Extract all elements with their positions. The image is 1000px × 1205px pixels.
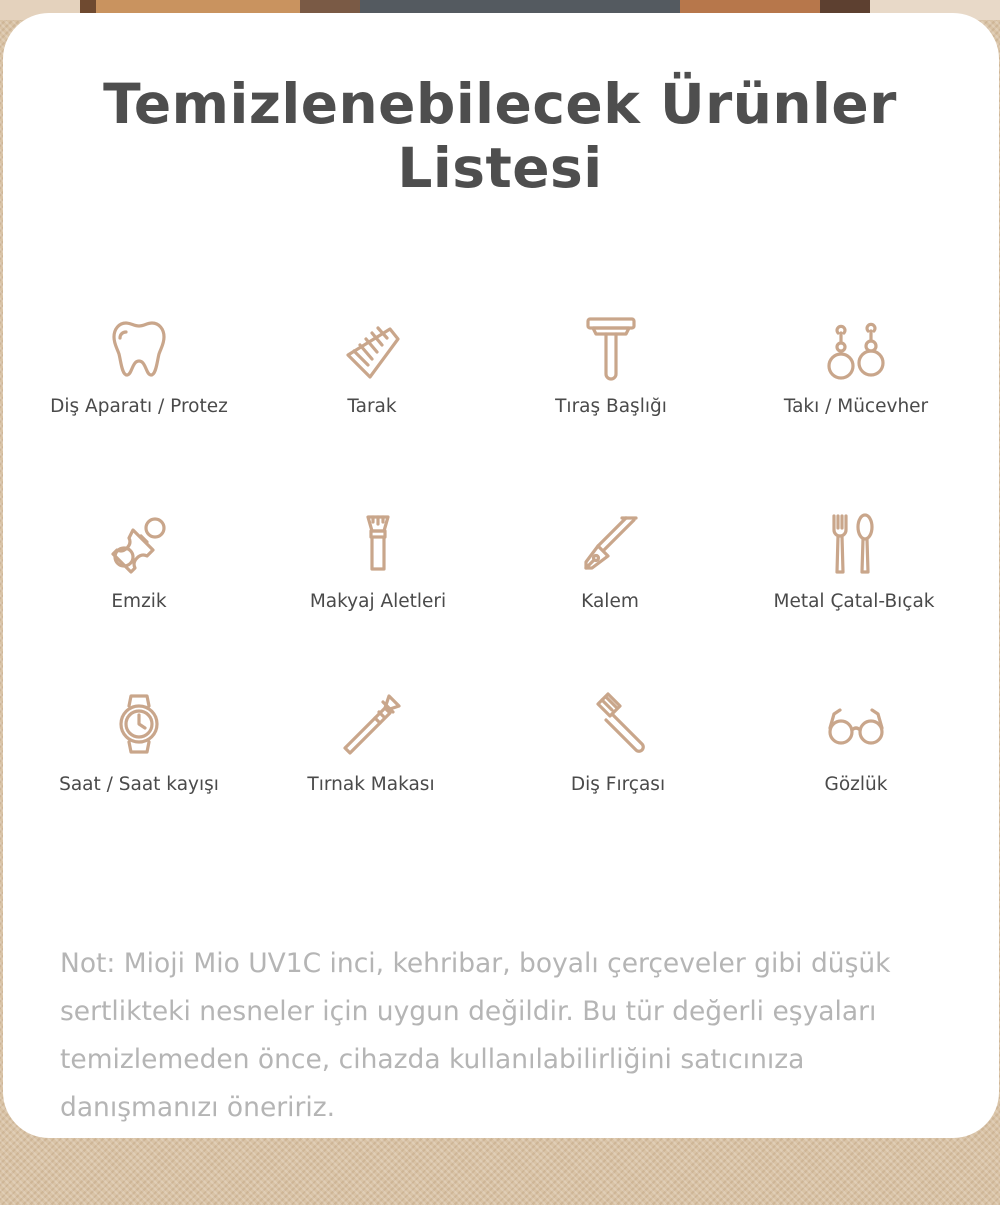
list-item-nail-clipper bbox=[251, 692, 491, 795]
wrench-icon bbox=[339, 692, 403, 756]
item-label: Tarak bbox=[347, 396, 397, 417]
list-item-makeup-tools bbox=[258, 512, 498, 612]
tooth-icon bbox=[107, 317, 171, 381]
list-item-dental-appliance bbox=[19, 317, 259, 417]
page-title: Temizlenebilecek Ürünler Listesi bbox=[103, 72, 897, 200]
item-label: Diş Fırçası bbox=[570, 774, 666, 795]
list-item-comb bbox=[252, 317, 492, 417]
item-label: Diş Aparatı / Protez bbox=[50, 396, 228, 417]
item-label: Gözlük bbox=[824, 774, 888, 795]
item-label: Emzik bbox=[111, 591, 167, 612]
list-item-razor-head bbox=[491, 317, 731, 417]
list-item-watch bbox=[19, 692, 259, 795]
watch-icon bbox=[107, 692, 171, 756]
list-item-toothbrush bbox=[498, 692, 738, 795]
disclaimer-note: Not: Mioji Mio UV1C inci, kehribar, boyalı çerçeveler gibi düşük sertlikteki nesneler için uygun değildir. Bu tür değerli eşyaları temizlemeden önce, cihazda kullanılabilirliğini satıcınıza danışmanızı öneririz. bbox=[60, 947, 891, 1123]
item-label: Makyaj Aletleri bbox=[309, 591, 447, 612]
comb-icon bbox=[340, 317, 404, 381]
pen-icon bbox=[578, 512, 642, 576]
list-item-pacifier bbox=[19, 512, 259, 612]
item-label: Tıraş Başlığı bbox=[555, 396, 667, 417]
item-label: Metal Çatal-Bıçak bbox=[773, 591, 935, 612]
earrings-icon bbox=[824, 317, 888, 381]
item-label: Takı / Mücevher bbox=[783, 396, 929, 417]
toothbrush-icon bbox=[586, 692, 650, 756]
item-label: Tırnak Makası bbox=[307, 774, 435, 795]
razor-icon bbox=[579, 317, 643, 381]
item-label: Kalem bbox=[581, 591, 639, 612]
list-item-jewelry bbox=[736, 317, 976, 417]
cutlery-icon bbox=[822, 512, 886, 576]
makeup-brush-icon bbox=[346, 512, 410, 576]
list-item-metal-cutlery bbox=[734, 512, 974, 612]
item-label: Saat / Saat kayışı bbox=[59, 774, 219, 795]
list-item-pen bbox=[490, 512, 730, 612]
pacifier-icon bbox=[107, 512, 171, 576]
glasses-icon bbox=[824, 692, 888, 756]
list-item-glasses bbox=[736, 692, 976, 795]
